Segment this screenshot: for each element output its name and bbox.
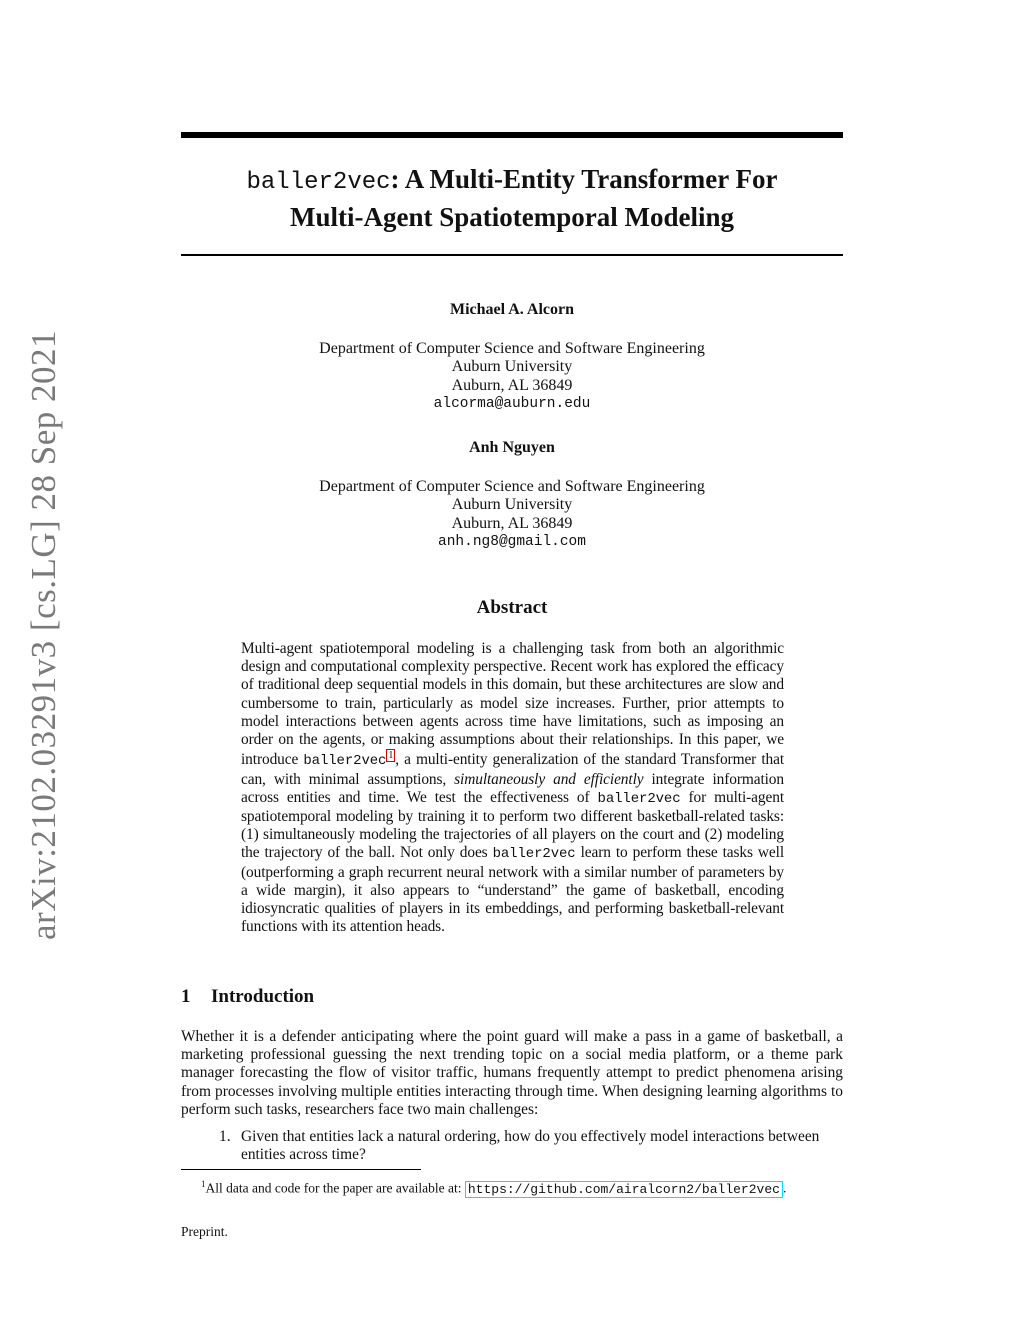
abstract-text: learn to perform these tasks well (outperforming a graph recurrent neural network with a similar number of parameters by a wide margin), it also appears to “understand” the game of basketball, encoding idiosyncratic qualities of players in its embeddings, and performing basketball-relevant functions with its attention heads. xyxy=(241,844,784,936)
section-title: Introduction xyxy=(211,986,315,1007)
abstract-text: , a multi-entity generalization of the standard Transformer that can, with minimal assumptions, xyxy=(241,751,785,788)
author-department: Department of Computer Science and Software Engineering xyxy=(319,477,705,495)
abstract-code: baller2vec xyxy=(492,846,576,863)
author-name: Anh Nguyen xyxy=(469,439,555,456)
paper-title xyxy=(181,162,843,234)
author-block-1 xyxy=(181,301,843,414)
title-top-rule xyxy=(181,132,843,138)
author-email[interactable]: alcorma@auburn.edu xyxy=(433,396,591,412)
preprint-label: Preprint. xyxy=(181,1224,228,1239)
title-code-name: baller2vec xyxy=(246,169,391,196)
footnote-mark: 1 xyxy=(201,1179,206,1189)
abstract-heading: Abstract xyxy=(476,597,548,618)
author-location: Auburn, AL 36849 xyxy=(451,376,573,394)
abstract-text: integrate information across entities and time. We test the effectiveness of xyxy=(241,770,785,806)
list-item-text: Given that entities lack a natural ordering, how do you effectively model interactions between entities across time? xyxy=(241,1128,820,1164)
section-heading xyxy=(181,986,314,1008)
arxiv-identifier: arXiv:2102.03291v3 [cs.LG] 28 Sep 2021 xyxy=(24,329,63,940)
title-line2: Multi-Agent Spatiotemporal Modeling xyxy=(290,202,734,232)
author-university: Auburn University xyxy=(451,496,573,513)
intro-paragraph: Whether it is a defender anticipating where the point guard will make a pass in a game of basketball, a marketing professional guessing the next trending topic on a social media platform, or a theme park manager forecasting the flow of visitor traffic, humans frequently attempt to predict phenomena arising from processes involving multiple entities interacting through time. When designing learning algorithms to perform such tasks, researchers face two main challenges: xyxy=(181,1028,843,1118)
footnote-rule xyxy=(181,1169,421,1170)
author-department: Department of Computer Science and Software Engineering xyxy=(319,339,705,357)
author-location: Auburn, AL 36849 xyxy=(451,514,573,532)
section-number: 1 xyxy=(181,986,191,1007)
footnote-trailing: . xyxy=(782,1180,787,1196)
github-link[interactable]: https://github.com/airalcorn2/baller2vec xyxy=(465,1181,783,1198)
list-item xyxy=(219,1128,843,1164)
title-line1: : A Multi-Entity Transformer For xyxy=(390,164,778,194)
footnote-link[interactable]: 1 xyxy=(388,750,394,762)
abstract-italic: simultaneously and efficiently xyxy=(454,770,644,788)
abstract-code: baller2vec xyxy=(303,753,387,770)
list-item-number: 1. xyxy=(219,1128,231,1145)
author-university: Auburn University xyxy=(451,358,573,375)
abstract-text: Multi-agent spatiotemporal modeling is a challenging task from both an algorithmic design and computational complexity perspective. Recent work has explored the efficacy of traditional deep sequential models in this domain, but these architectures are slow and cumbersome to train, particularly as model size increases. Further, prior attempts to model interactions between agents across time have limitations, such as imposing an order on the agents, or making assumptions about their relationships. In this paper, we introduce xyxy=(241,640,784,769)
abstract-body xyxy=(241,640,784,936)
title-bottom-rule xyxy=(181,254,843,256)
abstract-code: baller2vec xyxy=(597,790,681,807)
footnote-text: All data and code for the paper are available at: xyxy=(205,1180,465,1196)
abstract-text: for multi-agent spatiotemporal modeling by training it to perform two different basketball-related tasks: (1) simultaneously modeling the trajectories of all players on the court and (2) modeling the trajectory of the ball. Not only does xyxy=(241,788,784,862)
author-name: Michael A. Alcorn xyxy=(450,301,574,318)
intro-list xyxy=(219,1128,843,1164)
footnote xyxy=(201,1175,786,1199)
author-block-2 xyxy=(181,439,843,552)
author-email[interactable]: anh.ng8@gmail.com xyxy=(438,534,586,550)
